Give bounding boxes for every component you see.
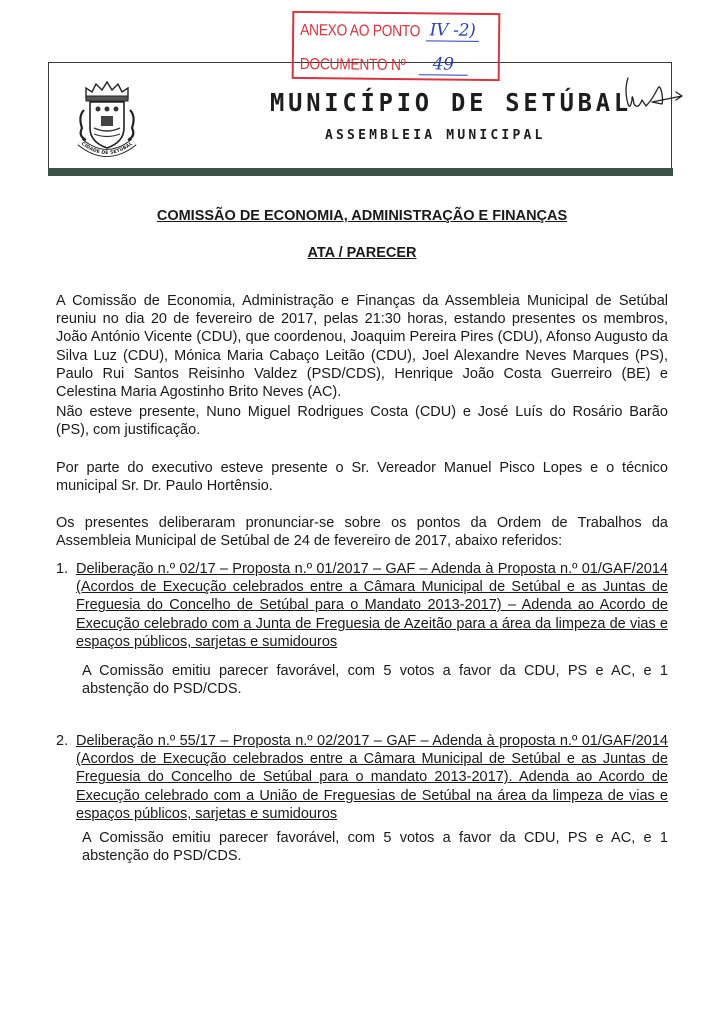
- paragraph-absent: Não esteve presente, Nuno Miguel Rodrigues Costa (CDU) e José Luís do Rosário Barão (PS), com justificação.: [56, 404, 668, 439]
- agenda-item-opinion: A Comissão emitiu parecer favorável, com 5 votos a favor da CDU, PS e AC, e 1 abstenção do PSD/CDS.: [82, 663, 668, 698]
- stamp-annex-value: IV -2): [426, 20, 480, 42]
- agenda-item-title: Deliberação n.º 55/17 – Proposta n.º 02/2017 – GAF – Adenda à proposta n.º 01/GAF/2014 (Acordos de Execução celebrados entre a Câmara Municipal de Setúbal e as Juntas de Freguesia do Concelho de Setúbal para o mandato 2013-2017). Adenda ao Acordo de Execução celebrado com a União de Freguesias de Setúbal na área da limpeza de vias e espaços públicos, sarjetas e sumidouros: [76, 733, 668, 822]
- assembly-subtitle: ASSEMBLEIA MUNICIPAL: [325, 128, 546, 143]
- annex-stamp: [292, 11, 501, 81]
- stamp-document-value: 49: [419, 54, 468, 76]
- agenda-item-number: 1.: [56, 561, 69, 577]
- coat-of-arms-icon: [72, 76, 142, 160]
- agenda-item-opinion: A Comissão emitiu parecer favorável, com 5 votos a favor da CDU, PS e AC, e 1 abstenção do PSD/CDS.: [82, 830, 668, 865]
- paragraph-attendance: A Comissão de Economia, Administração e Finanças da Assembleia Municipal de Setúbal reuniu no dia 20 de fevereiro de 2017, pelas 21:30 horas, estando presentes os membros, João António Vicente (CDU), que coordenou, Joaquim Pereira Pires (CDU), Afonso Augusto da Silva Luz (CDU), Mónica Maria Cabaço Leitão (CDU), Joel Alexandre Neves Marques (PS), Paulo Rui Santos Reisinho Valdez (PSD/CDS), Henrique João Costa Guerreiro (BE) e Celestina Maria Agostinho Brito Neves (AC).: [56, 293, 668, 401]
- paragraph-agenda-intro: Os presentes deliberaram pronunciar-se sobre os pontos da Ordem de Trabalhos da Assembleia Municipal de Setúbal de 24 de fevereiro de 2017, abaixo referidos:: [56, 515, 668, 550]
- minutes-subheading: ATA / PARECER: [307, 245, 417, 261]
- agenda-item-title: Deliberação n.º 02/17 – Proposta n.º 01/2017 – GAF – Adenda à Proposta n.º 01/GAF/2014 (Acordos de Execução celebrados entre a Câmara Municipal de Setúbal e as Juntas de Freguesia do Concelho de Setúbal para o Mandato 2013-2017) – Adenda ao Acordo de Execução celebrado com a Junta de Freguesia de Azeitão para a área da limpeza de vias e espaços públicos, sarjetas e sumidouros: [76, 561, 668, 650]
- committee-heading: COMISSÃO DE ECONOMIA, ADMINISTRAÇÃO E FINANÇAS: [156, 208, 568, 224]
- agenda-item-number: 2.: [56, 733, 69, 749]
- letterhead-band: [48, 168, 673, 176]
- municipality-title: MUNICÍPIO DE SETÚBAL: [270, 88, 632, 117]
- signature-icon: [622, 70, 692, 120]
- stamp-annex-label: ANEXO AO PONTO: [300, 21, 421, 41]
- stamp-document-label: DOCUMENTO Nº: [299, 55, 406, 75]
- crest-motto: CIDADE DE SETÚBAL: [79, 141, 135, 157]
- paragraph-executive: Por parte do executivo esteve presente o Sr. Vereador Manuel Pisco Lopes e o técnico municipal Sr. Dr. Paulo Hortênsio.: [56, 460, 668, 495]
